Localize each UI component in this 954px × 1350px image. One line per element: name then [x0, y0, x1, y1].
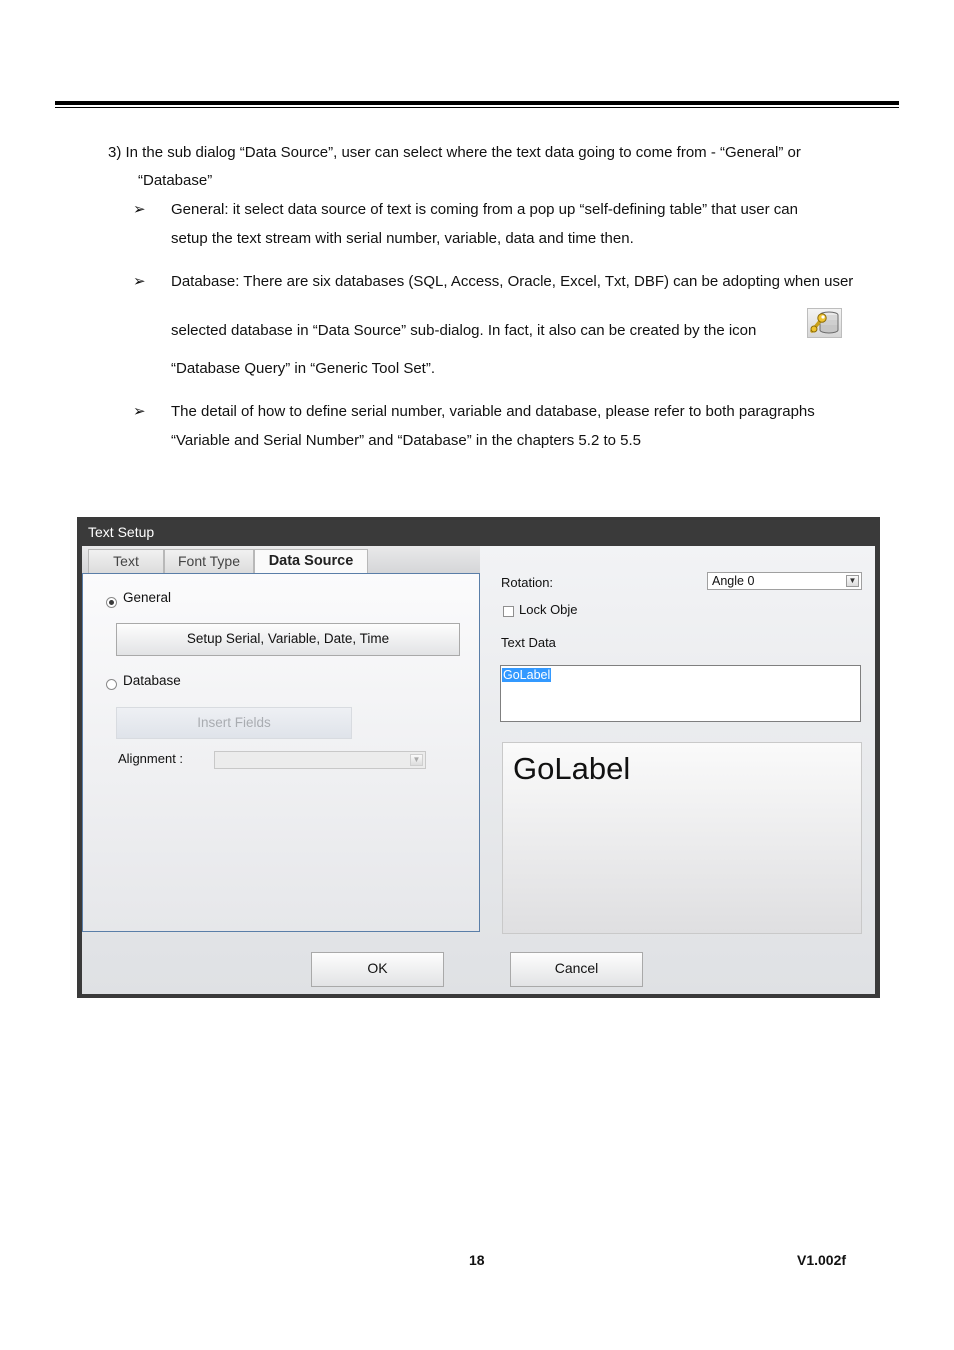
header-rule-thin [55, 107, 899, 108]
general-label: General [123, 590, 172, 605]
bullet2-line1: Database: There are six databases (SQL, Access, Oracle, Excel, Txt, DBF) can be adopting when user [171, 273, 854, 290]
bullet-arrow-icon: ➢ [133, 403, 146, 420]
cancel-button[interactable]: Cancel [510, 952, 643, 987]
chevron-down-icon[interactable]: ▼ [410, 754, 423, 766]
lock-object-checkbox[interactable] [503, 606, 514, 617]
data-source-panel [82, 573, 480, 932]
text-data-input[interactable] [500, 665, 861, 722]
setup-serial-variable-button[interactable]: Setup Serial, Variable, Date, Time [116, 623, 460, 656]
general-radio[interactable] [106, 597, 117, 608]
alignment-select[interactable] [214, 751, 426, 769]
bullet1-line2: setup the text stream with serial number, variable, data and time then. [171, 230, 634, 247]
dialog-body [82, 546, 875, 994]
bullet-arrow-icon: ➢ [133, 201, 146, 218]
item3-line1: 3) In the sub dialog “Data Source”, user can select where the text data going to come from - “General” or [108, 144, 801, 161]
preview-text: GoLabel [513, 751, 631, 786]
chevron-down-icon[interactable]: ▼ [846, 575, 859, 587]
text-data-value: GoLabel [503, 668, 551, 682]
rotation-select[interactable] [707, 572, 862, 590]
rotation-value: Angle 0 [712, 574, 755, 588]
bullet2-line3: “Database Query” in “Generic Tool Set”. [171, 360, 436, 377]
ok-button[interactable]: OK [311, 952, 444, 987]
version-label: V1.002f [797, 1252, 847, 1268]
database-label: Database [123, 673, 181, 688]
tab-font-type[interactable]: Font Type [164, 549, 254, 573]
dialog-title: Text Setup [88, 524, 155, 540]
lock-object-label: Lock Obje [519, 602, 578, 617]
text-setup-dialog [77, 517, 880, 998]
database-radio[interactable] [106, 679, 117, 690]
bullet3-line1: The detail of how to define serial number, variable and database, please refer to both paragraphs [171, 403, 815, 420]
bullet1-line1: General: it select data source of text is coming from a pop up “self-defining table” that user can [171, 201, 798, 218]
bullet2-line2: selected database in “Data Source” sub-dialog. In fact, it also can be created by the icon [171, 322, 757, 339]
header-rule-thick [55, 101, 899, 105]
item3-line2: “Database” [138, 172, 213, 189]
text-data-label: Text Data [501, 635, 556, 650]
insert-fields-button[interactable]: Insert Fields [116, 707, 352, 739]
tab-text[interactable]: Text [88, 549, 164, 573]
rotation-label: Rotation: [501, 575, 554, 590]
tab-data-source[interactable]: Data Source [254, 549, 368, 573]
tab-strip [82, 546, 480, 573]
page-number: 18 [469, 1252, 485, 1268]
text-preview [502, 742, 862, 934]
bullet-arrow-icon: ➢ [133, 273, 146, 290]
bullet3-line2: “Variable and Serial Number” and “Database” in the chapters 5.2 to 5.5 [171, 432, 641, 449]
alignment-label: Alignment : [118, 751, 184, 766]
database-query-icon [807, 308, 842, 338]
